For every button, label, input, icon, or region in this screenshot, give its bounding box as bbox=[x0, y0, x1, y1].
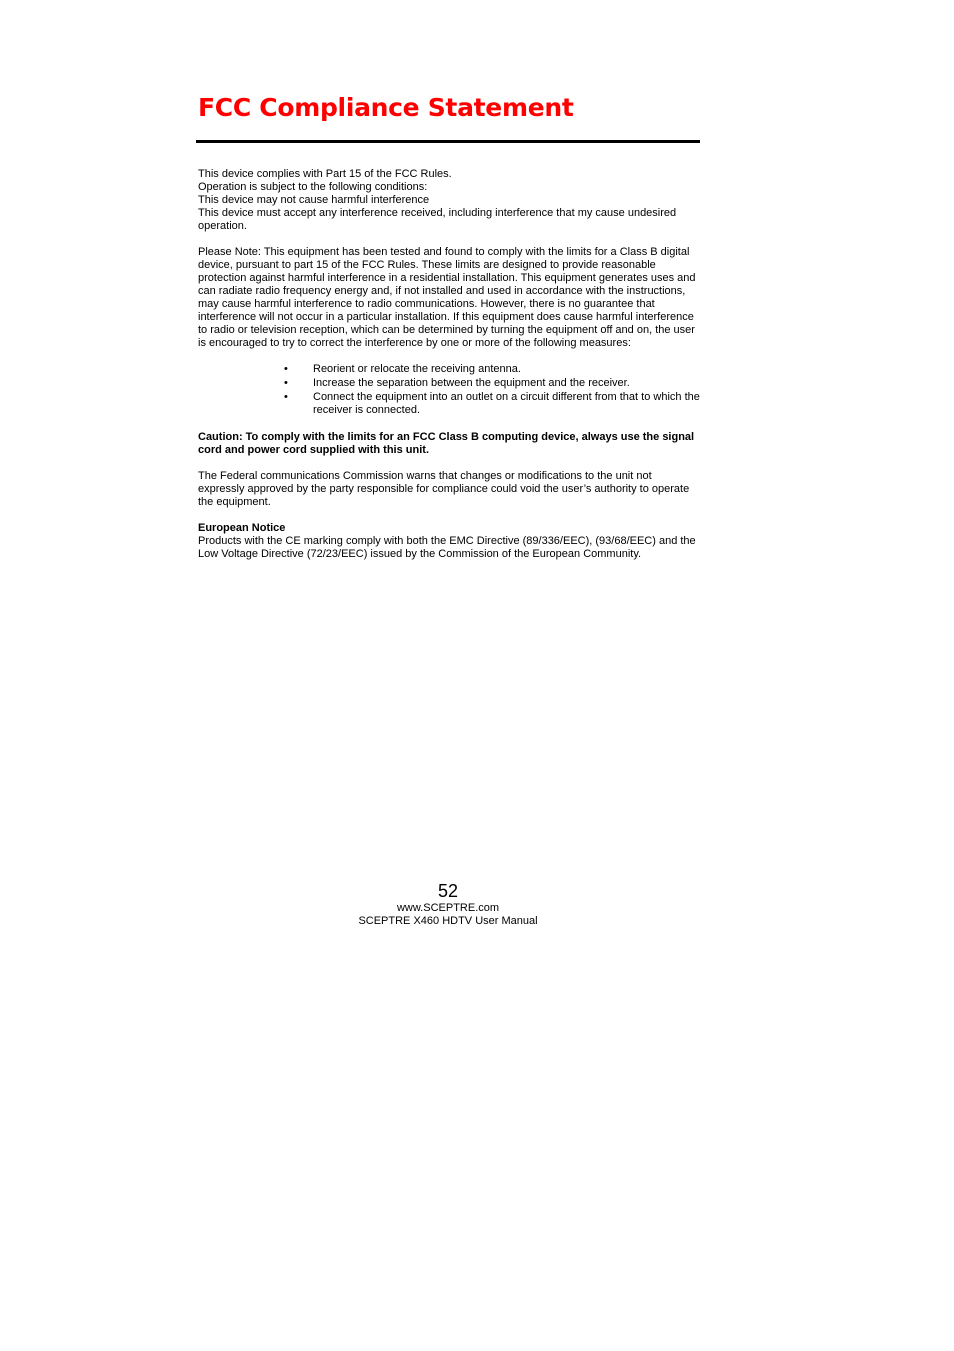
list-item bbox=[284, 363, 700, 376]
list-item bbox=[284, 391, 700, 417]
spacer bbox=[198, 350, 700, 363]
intro-line: This device must accept any interference received, including interference that my cause undesired operation. bbox=[198, 207, 677, 232]
spacer bbox=[198, 457, 700, 470]
title-divider bbox=[196, 140, 700, 143]
measure-text: Reorient or relocate the receiving antenna. bbox=[313, 363, 521, 375]
bullet-icon: • bbox=[284, 363, 288, 375]
measures-list bbox=[198, 363, 700, 417]
spacer bbox=[198, 418, 700, 431]
measure-text: Connect the equipment into an outlet on a circuit different from that to which the receiver is connected. bbox=[313, 391, 700, 416]
bullet-icon: • bbox=[284, 391, 288, 403]
fcc-warning-paragraph: The Federal communications Commission warns that changes or modifications to the unit not expressly approved by the party responsible for compliance could void the user’s authority to operate the equipment. bbox=[198, 470, 690, 508]
bullet-icon: • bbox=[284, 377, 288, 389]
intro-line: This device may not cause harmful interference bbox=[198, 194, 430, 206]
manual-title: SCEPTRE X460 HDTV User Manual bbox=[358, 915, 538, 927]
page-title: FCC Compliance Statement bbox=[198, 93, 574, 122]
european-notice-text: Products with the CE marking comply with both the EMC Directive (89/336/EEC), (93/68/EEC) and the Low Voltage Directive (72/23/EEC) issued by the Commission of the European Community. bbox=[198, 535, 696, 560]
caution-paragraph: Caution: To comply with the limits for an FCC Class B computing device, always use the signal cord and power cord supplied with this unit. bbox=[198, 431, 695, 456]
website-link[interactable]: www.SCEPTRE.com bbox=[396, 902, 500, 914]
document-body bbox=[198, 168, 700, 561]
measure-text: Increase the separation between the equipment and the receiver. bbox=[313, 377, 630, 389]
spacer bbox=[198, 233, 700, 246]
european-notice-heading: European Notice bbox=[198, 522, 286, 534]
intro-line: This device complies with Part 15 of the FCC Rules. bbox=[198, 168, 452, 180]
intro-line: Operation is subject to the following conditions: bbox=[198, 181, 428, 193]
list-item bbox=[284, 377, 700, 390]
page-footer bbox=[198, 880, 698, 928]
spacer bbox=[198, 509, 700, 522]
note-paragraph: Please Note: This equipment has been tested and found to comply with the limits for a Class B digital device, pursuant to part 15 of the FCC Rules. These limits are designed to provide reasonable protection against harmful interference in a residential installation. This equipment generates uses and can radiate radio frequency energy and, if not installed and used in accordance with the instructions, may cause harmful interference to radio communications. However, there is no guarantee that interference will not occur in a particular installation. If this equipment does cause harmful interference to radio or television reception, which can be determined by turning the equipment off and on, the user is encouraged to try to correct the interference by one or more of the following measures: bbox=[198, 246, 696, 349]
page-number: 52 bbox=[437, 881, 459, 901]
